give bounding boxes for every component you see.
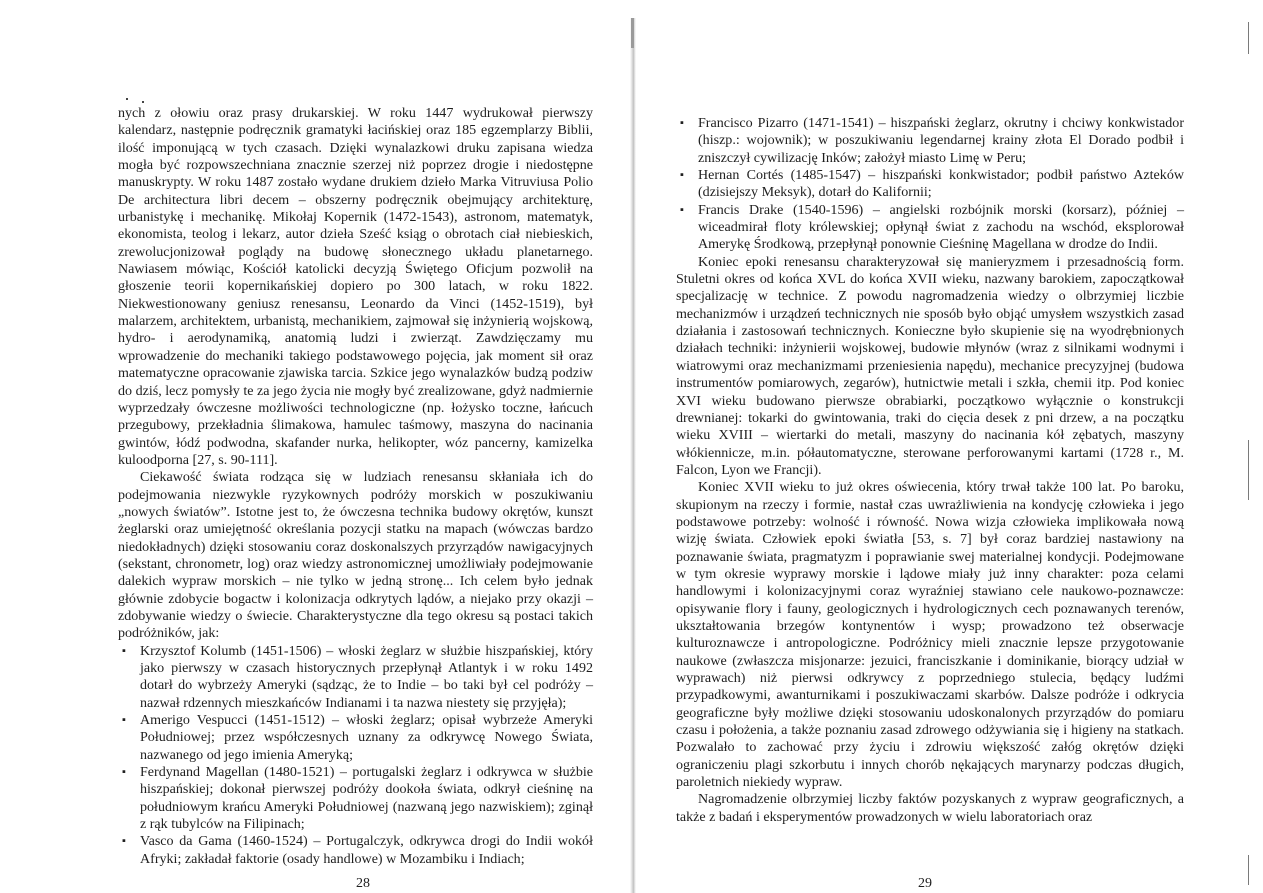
list-item [676, 167, 1184, 202]
list-item [118, 833, 593, 868]
list-item [118, 712, 593, 764]
bullet-icon: ▪ [122, 766, 126, 779]
bullet-icon: ▪ [680, 169, 684, 182]
list-item-text: Krzysztof Kolumb (1451-1506) – włoski żeglarz w służbie hiszpańskiej, który jako pierwszy w czasach historycznych przepłynął Atlantyk i w roku 1492 dotarł do wybrzeży Ameryki (sądząc, że to Indie – bo taki był cel podróży – nazwał rdzennych mieszkańców Indianami i ta nazwa niestety się przyjęła); [140, 642, 593, 711]
list-item-text: Amerigo Vespucci (1451-1512) – włoski żeglarz; opisał wybrzeże Ameryki Południowej; przez współczesnych uznany za odkrywcę Nowego Świata, nazwanego od jego imienia Ameryką; [140, 712, 593, 763]
page-number: 29 [918, 876, 932, 891]
right-text-column [676, 115, 1184, 826]
scan-speck [142, 101, 144, 103]
page-number: 28 [356, 876, 370, 891]
paragraph: Koniec epoki renesansu charakteryzował się manieryzmem i przesadnością form. Stuletni okres od końca XVL do końca XVII wieku, nazwany barokiem, zapoczątkował specjalizację w technice. Z powodu nagromadzenia wiedzy o olbrzymiej liczbie mechanizmów i urządzeń technicznych nie sposób było objąć umysłem wszystkich zasad działania i zastosowań technicznych. Konieczne było skupienie się na wyodrębnionych działach techniki: inżynierii wojskowej, budowie młynów (wraz z silnikami wodnymi i wiatrowymi oraz mechanizmami przeniesienia napędu), mechanice precyzyjnej (budowa instrumentów pomiarowych, zegarów), hutnictwie metali i szkła, chemii itp. Pod koniec XVI wieku budowano pierwsze obrabiarki, początkowo wyłącznie o konstrukcji drewnianej: tokarki do gwintowania, traki do cięcia desek z pni drzew, a na początku wieku XVIII – wiertarki do metali, maszyny do nacinania kół zębatych, maszyny włókiennicze, m.in. półautomatyczne, sterowane perforowanymi kartami (1728 r., M. Falcon, Lyon we Francji). [676, 253, 1184, 478]
list-item-text: Hernan Cortés (1485-1547) – hiszpański konkwistador; podbił państwo Azteków (dzisiejszy Meksyk), dotarł do Kalifornii; [698, 167, 1184, 201]
list-item [118, 643, 593, 712]
bullet-icon: ▪ [122, 714, 126, 727]
list-item [118, 764, 593, 833]
list-item-text: Francis Drake (1540-1596) – angielski rozbójnik morski (korsarz), później – wiceadmirał floty królewskiej; opłynął świat z zachodu na wschód, eksplorował Amerykę Środkową, przepłynął ponownie Cieśninę Magellana w drodze do Indii. [698, 201, 1184, 253]
bullet-list [118, 643, 593, 868]
bullet-icon: ▪ [680, 203, 684, 216]
paragraph: Ciekawość świata rodząca się w ludziach renesansu skłaniała ich do podejmowania niezwykle ryzykownych podróży morskich w poszukiwaniu „nowych światów”. Istotne jest to, że ówczesna technika budowy okrętów, kunszt żeglarski oraz umiejętność określania pozycji statku na mapach (wówczas bardzo niedokładnych) dzięki stosowaniu coraz doskonalszych przyrządów nawigacyjnych (sekstant, chronometr, log) oraz wiedzy astronomicznej umożliwiały podejmowanie dalekich wypraw morskich – nie tylko w jedną stronę... Ich celem było jednak głównie zdobycie bogactw i kolonizacja odkrytych lądów, a niejako przy okazji – zdobywanie wiedzy o świecie. Charakterystyczne dla tego okresu są postaci takich podróżników, jak: [118, 469, 593, 642]
list-item-text: Vasco da Gama (1460-1524) – Portugalczyk, odkrywca drogi do Indii wokół Afryki; zakładał faktorie (osady handlowe) w Mozambiku i Indiach; [140, 833, 593, 867]
bullet-list [676, 115, 1184, 254]
list-item-text: Francisco Pizarro (1471-1541) – hiszpański żeglarz, okrutny i chciwy konkwistador (hiszp.: wojownik); w poszukiwaniu legendarnej krainy złota El Dorado podbił i zniszczył cywilizację Inków; założył miasto Limę w Peru; [698, 115, 1184, 166]
list-item-text: Ferdynand Magellan (1480-1521) – portugalski żeglarz i odkrywca w służbie hiszpańskiej; dokonał pierwszej podróży dookoła świata, odkrył cieśninę na południowym krańcu Ameryki Południowej (nazwaną jego nazwiskiem); zginął z rąk tubylców na Filipinach; [140, 764, 593, 833]
page-edge-mark [1248, 855, 1249, 885]
bullet-icon: ▪ [122, 644, 126, 657]
bullet-icon: ▪ [680, 117, 684, 129]
page-edge-mark [1248, 440, 1249, 500]
list-item [676, 202, 1184, 254]
bullet-icon: ▪ [122, 835, 126, 848]
right-page [634, 0, 1263, 893]
paragraph: Koniec XVII wieku to już okres oświecenia, który trwał także 100 lat. Po baroku, skupionym na rzeczy i formie, nastał czas uwrażliwienia na kondycję człowieka i jego podstawowe potrzeby: wolność i równość. Nowa wizja człowieka implikowała nową wizję świata. Człowiek epoki światła [53, s. 7] był coraz bardziej nastawiony na poznawanie świata, pragmatyzm i poprawianie swej materialnej kondycji. Podejmowane w tym okresie wyprawy morskie i lądowe miały już inny charakter: poza celami handlowymi i kolonizacyjnymi coraz wyraźniej stawiano cele naukowo-poznawcze: opisywanie flory i fauny, geologicznych i hydrologicznych cech poznawanych terenów, ukształtowania brzegów kontynentów i wysp; prowadzono też obserwacje kulturoznawcze i antropologiczne. Podróżnicy mieli znacznie lepsze przygotowanie naukowe (zwłaszcza misjonarze: jezuici, franciszkanie i dominikanie, biorący udział w wyprawach) niż pierwsi odkrywcy z poprzedniego stulecia, będący ludźmi przypadkowymi, awanturnikami i poszukiwaczami skarbów. Dalsze podróże i odkrycia geograficzne były możliwe dzięki stosowaniu udoskonalonych przyrządów do pomiaru czasu i położenia, a także poznaniu zasad zdrowego odżywiania się i higieny na statkach. Pozwalało to zachować przy życiu i zdrowiu większość załóg okrętów dzięki ograniczeniu plagi szkorbutu i innych chorób nękających marynarzy podczas długich, paroletnich niekiedy wypraw. [676, 479, 1184, 791]
paragraph: nych z ołowiu oraz prasy drukarskiej. W roku 1447 wydrukował pierwszy kalendarz, następnie podręcznik gramatyki łacińskiej oraz 185 egzemplarzy Biblii, ilość imponującą w tych czasach. Dzięki wynalazkowi druku zapisana wiedza mogła być rozpowszechniana znacznie szerzej niż poprzez drogie i niedostępne manuskrypty. W roku 1487 zostało wydane drukiem dzieło Marka Vitruviusa Polio De architectura libri decem – obszerny podręcznik obejmujący architekturę, urbanistykę i mechanikę. Mikołaj Kopernik (1472-1543), astronom, matematyk, ekonomista, teolog i lekarz, autor dzieła Sześć ksiąg o obrotach ciał niebieskich, zrewolucjonizował poglądy na budowę słonecznego układu planetarnego. Nawiasem mówiąc, Kościół katolicki decyzją Świętego Oficjum pozwolił na głoszenie teorii kopernikańskiej dopiero po 300 latach, w roku 1822. Niekwestionowany geniusz renesansu, Leonardo da Vinci (1452-1519), był malarzem, architektem, urbanistą, mechanikiem, zajmował się inżynierią wojskową, hydro- i aerodynamiką, anatomią ludzi i zwierząt. Zawdzięczamy mu wprowadzenie do mechaniki takiego podstawowego pojęcia, jak moment sił oraz matematyczne opracowanie zjawiska tarcia. Szkice jego wynalazków budzą podziw do dziś, lecz pomysły te za jego życia nie mogły być zrealizowane, gdyż nadmiernie wyprzedzały ówczesne możliwości technologiczne (np. łożysko toczne, łańcuch przegubowy, przekładnia ślimakowa, hamulec taśmowy, maszyna do nacinania gwintów, łódź podwodna, skafander nurka, helikopter, wóz pancerny, kamizelka kuloodporna [27, s. 90-111]. [118, 105, 593, 468]
paragraph: Nagromadzenie olbrzymiej liczby faktów pozyskanych z wypraw geograficznych, a także z badań i eksperymentów prowadzonych w wielu laboratoriach oraz [676, 791, 1184, 825]
list-item [676, 115, 1184, 167]
scan-speck [126, 98, 128, 100]
page-edge-mark [1248, 22, 1249, 54]
left-text-column [118, 105, 593, 868]
